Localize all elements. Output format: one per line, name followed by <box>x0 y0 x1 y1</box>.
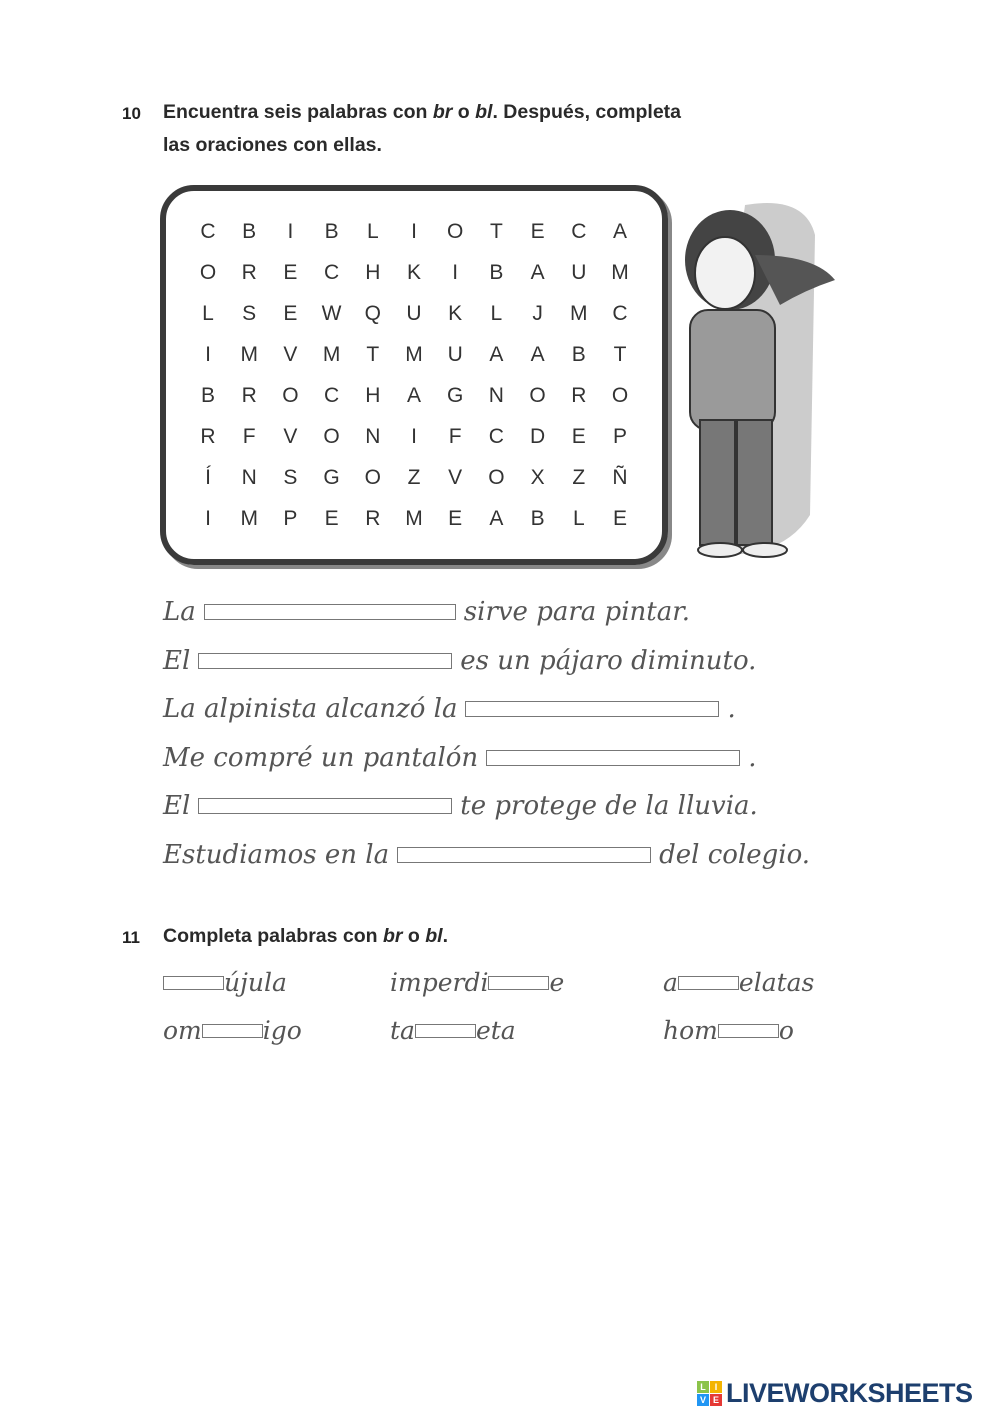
grid-letter[interactable]: A <box>489 343 504 366</box>
grid-letter[interactable]: M <box>240 343 258 366</box>
grid-letter[interactable]: R <box>365 507 381 530</box>
instr-text: las oraciones con ellas. <box>163 134 382 156</box>
grid-letter[interactable]: T <box>366 343 380 366</box>
grid-letter[interactable]: N <box>488 384 504 407</box>
instr-text: o <box>452 101 476 123</box>
grid-letter[interactable]: B <box>200 384 215 407</box>
exercise-10-instruction <box>163 96 681 162</box>
instr-text: . Después, completa <box>492 101 682 123</box>
letters-input[interactable] <box>163 976 224 990</box>
grid-letter[interactable]: J <box>532 302 543 325</box>
word-item <box>163 968 287 997</box>
word-item <box>390 968 564 997</box>
exercise-11-number: 11 <box>122 928 140 947</box>
grid-letter[interactable]: P <box>612 425 627 448</box>
grid-letter[interactable]: O <box>282 384 299 407</box>
grid-letter[interactable]: V <box>283 425 298 448</box>
sentence <box>163 646 756 676</box>
sentence <box>163 743 756 773</box>
grid-letter[interactable]: C <box>200 220 216 243</box>
sentence-start: La <box>163 597 196 627</box>
grid-letter[interactable]: G <box>323 466 340 489</box>
word-end: eta <box>475 1016 516 1045</box>
grid-letter[interactable]: E <box>530 220 545 243</box>
grid-letter[interactable]: O <box>199 261 217 284</box>
grid-letter[interactable]: O <box>364 466 381 489</box>
word-start: om <box>163 1016 202 1045</box>
word-item <box>390 1016 516 1045</box>
grid-letter[interactable]: M <box>611 261 629 284</box>
grid-letter[interactable]: X <box>530 466 545 489</box>
sentence-start: El <box>163 645 191 676</box>
grid-letter[interactable]: F <box>448 425 462 448</box>
word-end: e <box>549 968 565 997</box>
grid-letter[interactable]: R <box>571 384 587 407</box>
exercise-11-instruction <box>163 920 448 953</box>
instr-text: o <box>402 925 426 947</box>
answer-input[interactable] <box>397 847 651 863</box>
sentence-start: Estudiamos en la <box>163 839 390 870</box>
grid-letter[interactable]: R <box>241 261 257 284</box>
grid-letter[interactable]: U <box>406 302 422 325</box>
grid-letter[interactable]: B <box>324 220 339 243</box>
grid-letter[interactable]: A <box>406 384 421 407</box>
logo-letter: V <box>697 1394 709 1406</box>
word-start: imperdi <box>390 968 489 997</box>
logo-letter: L <box>697 1381 709 1393</box>
grid-letter[interactable]: S <box>242 302 257 325</box>
grid-letter[interactable]: R <box>241 384 257 407</box>
grid-letter[interactable]: E <box>448 507 463 530</box>
word-end: igo <box>262 1016 302 1045</box>
grid-letter[interactable]: C <box>612 302 628 325</box>
word-start: a <box>663 968 678 997</box>
grid-letter[interactable]: O <box>447 220 464 243</box>
exercise-10-number: 10 <box>122 104 141 123</box>
grid-letter[interactable]: L <box>490 302 503 325</box>
grid-letter[interactable]: I <box>205 507 211 530</box>
sentence <box>163 840 810 870</box>
logo-icon <box>697 1381 722 1406</box>
grid-letter[interactable]: H <box>365 261 381 284</box>
sentence <box>163 791 758 821</box>
grid-letter[interactable]: O <box>611 384 629 407</box>
grid-letter[interactable]: E <box>571 425 586 448</box>
grid-letter[interactable]: E <box>324 507 339 530</box>
grid-letter[interactable]: B <box>242 220 257 243</box>
grid-letter[interactable]: M <box>322 343 341 366</box>
letters-input[interactable] <box>488 976 549 990</box>
grid-letter[interactable]: M <box>570 302 588 325</box>
grid-letter[interactable]: H <box>365 384 381 407</box>
sentence-end: es un pájaro diminuto. <box>460 645 757 676</box>
word-item <box>663 1016 794 1045</box>
grid-letter[interactable]: Q <box>364 302 381 325</box>
grid-letter[interactable]: T <box>613 343 627 366</box>
instr-text: br <box>382 925 403 947</box>
sentence-start: La alpinista alcanzó la <box>163 694 458 724</box>
grid-letter[interactable]: Í <box>205 466 211 489</box>
grid-letter[interactable]: Ñ <box>612 466 628 489</box>
grid-letter[interactable]: T <box>489 220 503 243</box>
grid-letter[interactable]: O <box>529 384 546 407</box>
grid-letter[interactable]: O <box>488 466 505 489</box>
sentence-start: El <box>163 791 191 821</box>
grid-letter[interactable]: A <box>530 343 545 366</box>
grid-letter[interactable]: Z <box>407 466 421 489</box>
grid-letter[interactable]: I <box>287 220 294 243</box>
sentence-end: te protege de la lluvia. <box>460 791 758 821</box>
answer-input[interactable] <box>198 653 452 669</box>
instr-text: . <box>442 925 448 947</box>
grid-letter[interactable]: B <box>489 261 504 284</box>
sentence-end: del colegio. <box>659 839 811 870</box>
sentence-start: Me compré un pantalón <box>163 742 479 773</box>
grid-letter[interactable]: M <box>405 343 423 366</box>
grid-letter[interactable]: K <box>448 302 463 325</box>
instr-text: Completa palabras con <box>163 925 383 947</box>
instr-text: bl <box>475 101 493 123</box>
grid-letter[interactable]: I <box>452 261 459 284</box>
word-start: ta <box>390 1016 415 1045</box>
word-end: elatas <box>738 968 815 997</box>
grid-letter[interactable]: C <box>324 384 340 407</box>
grid-letter[interactable]: A <box>612 220 627 243</box>
sentence-end: . <box>727 694 736 724</box>
grid-letter[interactable]: A <box>530 261 545 284</box>
answer-input[interactable] <box>198 798 452 814</box>
grid-letter[interactable]: P <box>283 507 298 530</box>
letters-input[interactable] <box>415 1024 476 1038</box>
grid-letter[interactable]: M <box>240 507 258 530</box>
grid-letter[interactable]: B <box>530 507 545 530</box>
logo-letter: I <box>710 1381 722 1393</box>
grid-letter[interactable]: Z <box>572 466 586 489</box>
grid-letter[interactable]: C <box>488 425 504 448</box>
grid-letter[interactable]: B <box>571 343 586 366</box>
grid-letter[interactable]: S <box>283 466 298 489</box>
grid-letter[interactable]: N <box>365 425 381 448</box>
letters-input[interactable] <box>718 1024 779 1038</box>
grid-letter[interactable]: C <box>324 261 340 284</box>
grid-letter[interactable]: M <box>405 507 423 530</box>
grid-letter[interactable]: O <box>323 425 340 448</box>
word-item <box>163 1016 302 1045</box>
grid-letter[interactable]: K <box>406 261 421 284</box>
sentence <box>163 597 690 627</box>
grid-letter[interactable]: R <box>200 425 216 448</box>
grid-letter[interactable]: W <box>321 302 342 325</box>
grid-letter[interactable]: V <box>448 466 463 489</box>
instr-text: bl <box>425 925 443 947</box>
grid-letter[interactable]: L <box>366 220 379 243</box>
instr-text: br <box>432 101 453 123</box>
instr-text: Encuentra seis palabras con <box>163 101 433 123</box>
answer-input[interactable] <box>486 750 740 766</box>
grid-letter[interactable]: N <box>241 466 257 489</box>
sentence-end: sirve para pintar. <box>463 597 691 627</box>
answer-input[interactable] <box>204 604 456 620</box>
logo-letter: E <box>710 1394 722 1406</box>
letters-input[interactable] <box>678 976 739 990</box>
letters-input[interactable] <box>202 1024 263 1038</box>
word-item <box>663 968 814 997</box>
grid-letter[interactable]: F <box>242 425 256 448</box>
word-end: o <box>778 1016 794 1045</box>
grid-letter[interactable]: L <box>202 302 214 325</box>
grid-letter[interactable]: D <box>530 425 546 448</box>
grid-letter[interactable]: I <box>411 425 417 448</box>
word-end: újula <box>224 968 287 997</box>
grid-letter[interactable]: E <box>283 261 298 284</box>
sentence <box>163 694 736 724</box>
child-illustration <box>665 195 840 565</box>
grid-letter[interactable]: C <box>571 220 587 243</box>
grid-letter[interactable]: I <box>205 343 211 366</box>
grid-letter[interactable]: E <box>283 302 298 325</box>
grid-letter[interactable]: L <box>572 507 585 530</box>
liveworksheets-logo <box>697 1378 973 1409</box>
answer-input[interactable] <box>465 701 719 717</box>
logo-text: LIVEWORKSHEETS <box>726 1378 973 1408</box>
grid-letter[interactable]: I <box>411 220 417 243</box>
grid-letter[interactable]: U <box>447 343 463 366</box>
word-start: hom <box>663 1016 718 1045</box>
grid-letter[interactable]: G <box>447 384 464 407</box>
grid-letter[interactable]: U <box>571 261 587 284</box>
grid-letter[interactable]: V <box>283 343 298 366</box>
grid-letter[interactable]: A <box>489 507 504 530</box>
grid-letter[interactable]: E <box>612 507 627 530</box>
sentence-end: . <box>748 742 757 773</box>
